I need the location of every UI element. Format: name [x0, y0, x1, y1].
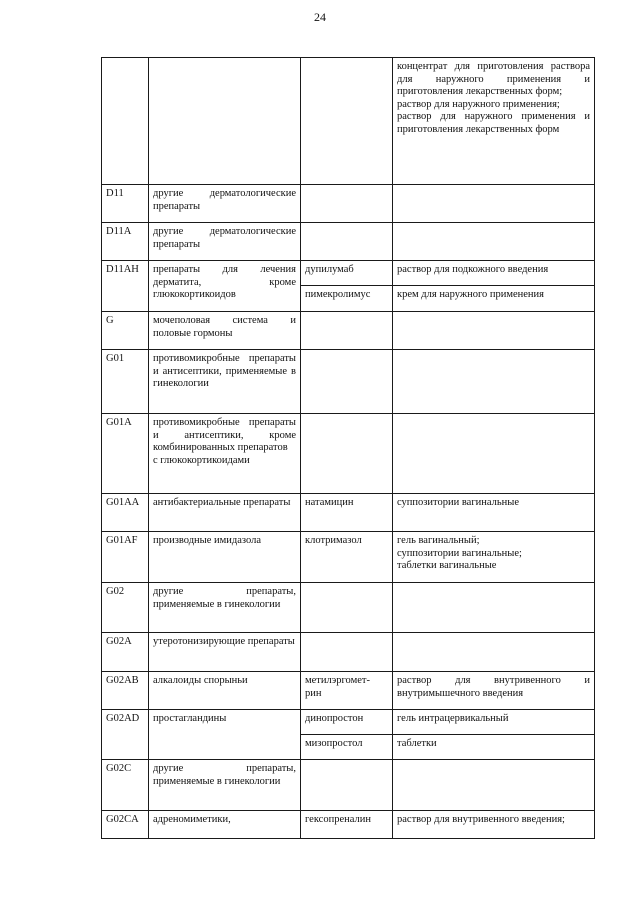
- dosage-form-cell: [393, 583, 595, 633]
- drug-name-cell: пимекролимус: [301, 286, 393, 312]
- dosage-form-cell: таблетки: [393, 735, 595, 760]
- table-row: [102, 58, 595, 185]
- drug-name-cell: клотримазол: [301, 532, 393, 583]
- atc-code-cell: G01AA: [102, 494, 149, 532]
- atc-group-cell: производные имидазола: [149, 532, 301, 583]
- dosage-form-cell: крем для наружного применения: [393, 286, 595, 312]
- atc-code-cell: D11: [102, 185, 149, 223]
- atc-group-cell: мочеполовая система и половые гормоны: [149, 312, 301, 350]
- atc-code-cell: D11AH: [102, 261, 149, 312]
- drug-name-cell: дупилумаб: [301, 261, 393, 286]
- table-row: [102, 710, 595, 735]
- table-row: [102, 583, 595, 633]
- dosage-form-cell: раствор для подкожного введения: [393, 261, 595, 286]
- table-row: [102, 633, 595, 672]
- atc-group-cell: адреномиметики,: [149, 811, 301, 839]
- dosage-form-cell: суппозитории вагинальные: [393, 494, 595, 532]
- atc-code-cell: G02C: [102, 760, 149, 811]
- table-row: [102, 414, 595, 494]
- table-row: [102, 532, 595, 583]
- atc-group-cell: простагландины: [149, 710, 301, 760]
- atc-code-cell: [102, 58, 149, 185]
- drug-name-cell: [301, 223, 393, 261]
- atc-group-cell: другие дерматологические препараты: [149, 223, 301, 261]
- drug-name-cell: [301, 633, 393, 672]
- atc-group-cell: противомикробные препараты и антисептики, кроме комбинированных препаратов с глюкокортикоидами: [149, 414, 301, 494]
- drug-list-table: [101, 57, 595, 839]
- drug-name-cell: [301, 58, 393, 185]
- atc-group-cell: препараты для лечения дерматита, кроме глюкокортикоидов: [149, 261, 301, 312]
- atc-group-cell: алкалоиды спорыньи: [149, 672, 301, 710]
- dosage-form-cell: [393, 760, 595, 811]
- table-row: [102, 185, 595, 223]
- table-row: [102, 223, 595, 261]
- atc-group-cell: другие препараты, применяемые в гинекологии: [149, 760, 301, 811]
- atc-code-cell: D11A: [102, 223, 149, 261]
- atc-group-cell: антибактериальные препараты: [149, 494, 301, 532]
- table-row: [102, 811, 595, 839]
- atc-code-cell: G02: [102, 583, 149, 633]
- drug-name-cell: натамицин: [301, 494, 393, 532]
- atc-code-cell: G02CA: [102, 811, 149, 839]
- dosage-form-cell: [393, 185, 595, 223]
- drug-name-cell: [301, 312, 393, 350]
- drug-name-cell: гексопреналин: [301, 811, 393, 839]
- page-number: 24: [314, 10, 326, 24]
- table-row: [102, 672, 595, 710]
- table-row: [102, 760, 595, 811]
- atc-code-cell: G: [102, 312, 149, 350]
- dosage-form-cell: [393, 223, 595, 261]
- dosage-form-cell: гель вагинальный; суппозитории вагинальные; таблетки вагинальные: [393, 532, 595, 583]
- atc-group-cell: утеротонизирующие препараты: [149, 633, 301, 672]
- dosage-form-cell: [393, 414, 595, 494]
- drug-name-cell: [301, 583, 393, 633]
- dosage-form-cell: [393, 350, 595, 414]
- atc-group-cell: [149, 58, 301, 185]
- atc-code-cell: G02AB: [102, 672, 149, 710]
- atc-group-cell: другие препараты, применяемые в гинекологии: [149, 583, 301, 633]
- dosage-form-cell: раствор для внутривенного и внутримышечного введения: [393, 672, 595, 710]
- drug-name-cell: [301, 414, 393, 494]
- drug-name-cell: мизопростол: [301, 735, 393, 760]
- atc-code-cell: G02A: [102, 633, 149, 672]
- table-row: [102, 350, 595, 414]
- dosage-form-cell: [393, 312, 595, 350]
- drug-name-cell: динопростон: [301, 710, 393, 735]
- table-row: [102, 312, 595, 350]
- dosage-form-cell: концентрат для приготовления раствора для наружного применения и приготовления лекарственных форм; раствор для наружного применения; раствор для наружного применения и приготовления лекарственных форм: [393, 58, 595, 185]
- atc-code-cell: G01A: [102, 414, 149, 494]
- dosage-form-cell: [393, 633, 595, 672]
- table-row: [102, 261, 595, 286]
- drug-name-cell: [301, 760, 393, 811]
- atc-group-cell: противомикробные препараты и антисептики, применяемые в гинекологии: [149, 350, 301, 414]
- atc-code-cell: G01: [102, 350, 149, 414]
- atc-group-cell: другие дерматологические препараты: [149, 185, 301, 223]
- drug-name-cell: [301, 350, 393, 414]
- dosage-form-cell: раствор для внутривенного введения;: [393, 811, 595, 839]
- drug-name-cell: метилэргомет- рин: [301, 672, 393, 710]
- atc-code-cell: G02AD: [102, 710, 149, 760]
- drug-name-cell: [301, 185, 393, 223]
- atc-code-cell: G01AF: [102, 532, 149, 583]
- dosage-form-cell: гель интрацервикальный: [393, 710, 595, 735]
- table-row: [102, 494, 595, 532]
